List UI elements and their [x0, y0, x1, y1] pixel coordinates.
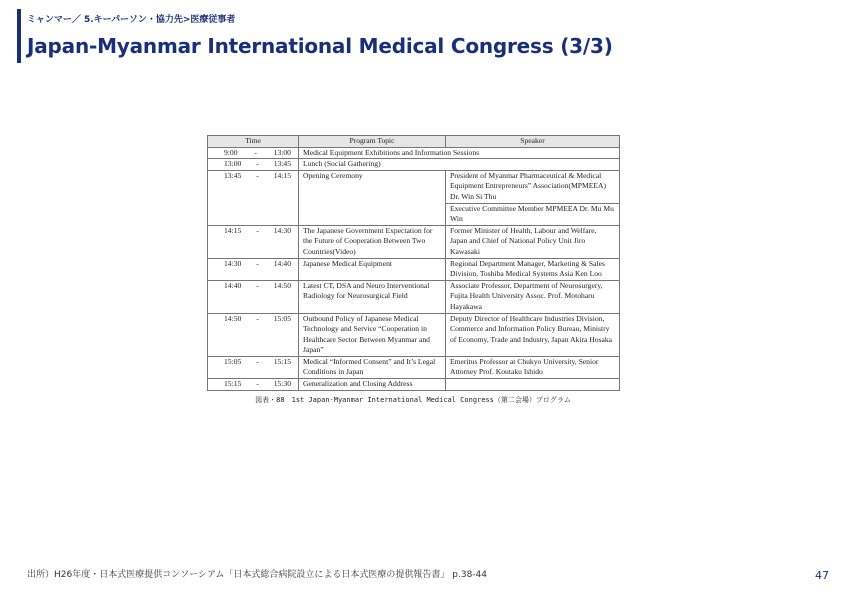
start-time: 14:40 — [224, 280, 242, 290]
start-time: 14:30 — [224, 258, 242, 268]
time-cell — [208, 379, 299, 391]
end-time: 14:30 — [273, 225, 291, 235]
table-row — [208, 356, 620, 378]
start-time: 9:00 — [224, 147, 238, 157]
time-cell — [208, 225, 299, 258]
page-title: Japan-Myanmar International Medical Congress (3/3) — [27, 34, 613, 58]
table-row — [208, 258, 620, 280]
time-separator: - — [256, 356, 259, 366]
column-header-speaker: Speaker — [446, 136, 620, 148]
end-time: 14:15 — [273, 170, 291, 180]
breadcrumb: ミャンマー／ 5.キーパーソン・協力先>医療従事者 — [27, 15, 236, 25]
title-accent-bar — [17, 9, 21, 63]
time-cell — [208, 258, 299, 280]
start-time: 14:50 — [224, 313, 242, 323]
speaker-cell: Former Minister of Health, Labour and Welfare, Japan and Chief of National Policy Unit Jiro Kawasaki — [446, 225, 620, 258]
table-row — [208, 225, 620, 258]
program-table — [207, 135, 620, 391]
topic-cell: Medical Equipment Exhibitions and Information Sessions — [299, 147, 620, 159]
time-separator: - — [256, 258, 259, 268]
topic-cell: Japanese Medical Equipment — [299, 258, 446, 280]
time-separator: - — [256, 170, 259, 180]
start-time: 15:05 — [224, 356, 242, 366]
page-number: 47 — [815, 569, 829, 582]
time-cell — [208, 280, 299, 313]
end-time: 14:50 — [273, 280, 291, 290]
time-separator: - — [256, 379, 259, 389]
speaker-cell: Associate Professor, Department of Neurosurgery, Fujita Health University Assoc. Prof. Motoharu Hayakawa — [446, 280, 620, 313]
topic-cell: Generalization and Closing Address — [299, 379, 446, 391]
speaker-cell: Executive Committee Member MPMEEA Dr. Mu Mu Win — [446, 203, 620, 225]
time-cell — [208, 159, 299, 171]
table-row — [208, 280, 620, 313]
end-time: 13:00 — [273, 147, 291, 157]
time-separator: - — [254, 147, 257, 157]
time-cell — [208, 313, 299, 356]
column-header-time: Time — [208, 136, 299, 148]
topic-cell: Outbound Policy of Japanese Medical Technology and Service “Cooperation in Healthcare Sector Between Myanmar and Japan” — [299, 313, 446, 356]
speaker-cell: Emeritus Professor at Chukyo University, Senior Attorney Prof. Koutaku Ishido — [446, 356, 620, 378]
topic-cell: Lunch (Social Gathering) — [299, 159, 620, 171]
time-cell — [208, 356, 299, 378]
topic-cell: Medical “Informed Consent” and It’s Legal Conditions in Japan — [299, 356, 446, 378]
start-time: 13:45 — [224, 170, 242, 180]
table-row — [208, 170, 620, 203]
table-header-row — [208, 136, 620, 148]
start-time: 15:15 — [224, 379, 242, 389]
end-time: 15:05 — [273, 313, 291, 323]
table-row — [208, 379, 620, 391]
time-cell — [208, 147, 299, 159]
column-header-topic: Program Topic — [299, 136, 446, 148]
speaker-cell — [446, 379, 620, 391]
end-time: 13:45 — [273, 159, 291, 169]
program-figure — [207, 135, 619, 405]
speaker-cell: Regional Department Manager, Marketing & Sales Division, Toshiba Medical Systems Asia Ken Loo — [446, 258, 620, 280]
end-time: 15:30 — [273, 379, 291, 389]
time-separator: - — [256, 225, 259, 235]
time-separator: - — [256, 313, 259, 323]
source-note: 出所）H26年度・日本式医療提供コンソーシアム「日本式総合病院設立による日本式医療の提供報告書」 p.38-44 — [27, 570, 487, 580]
end-time: 15:15 — [273, 356, 291, 366]
topic-cell: The Japanese Government Expectation for the Future of Cooperation Between Two Countries(Video) — [299, 225, 446, 258]
time-separator: - — [256, 159, 259, 169]
topic-cell: Latest CT, DSA and Neuro Interventional Radiology for Neurosurgical Field — [299, 280, 446, 313]
speaker-cell: President of Myanmar Pharmaceutical & Medical Equipment Entrepreneurs” Association(MPMEEA) Dr. Win Si Thu — [446, 170, 620, 203]
table-row — [208, 147, 620, 159]
table-row — [208, 313, 620, 356]
start-time: 13:00 — [224, 159, 242, 169]
time-separator: - — [256, 280, 259, 290]
start-time: 14:15 — [224, 225, 242, 235]
end-time: 14:40 — [273, 258, 291, 268]
table-row — [208, 159, 620, 171]
topic-cell: Opening Ceremony — [299, 170, 446, 225]
time-cell — [208, 170, 299, 225]
speaker-cell: Deputy Director of Healthcare Industries Division, Commerce and Information Policy Bureau, Ministry of Economy, Trade and Industry, Japan Akira Hosaka — [446, 313, 620, 356]
figure-caption: 図表・88 1st Japan-Myanmar International Medical Congress（第二会場）プログラム — [255, 395, 571, 404]
